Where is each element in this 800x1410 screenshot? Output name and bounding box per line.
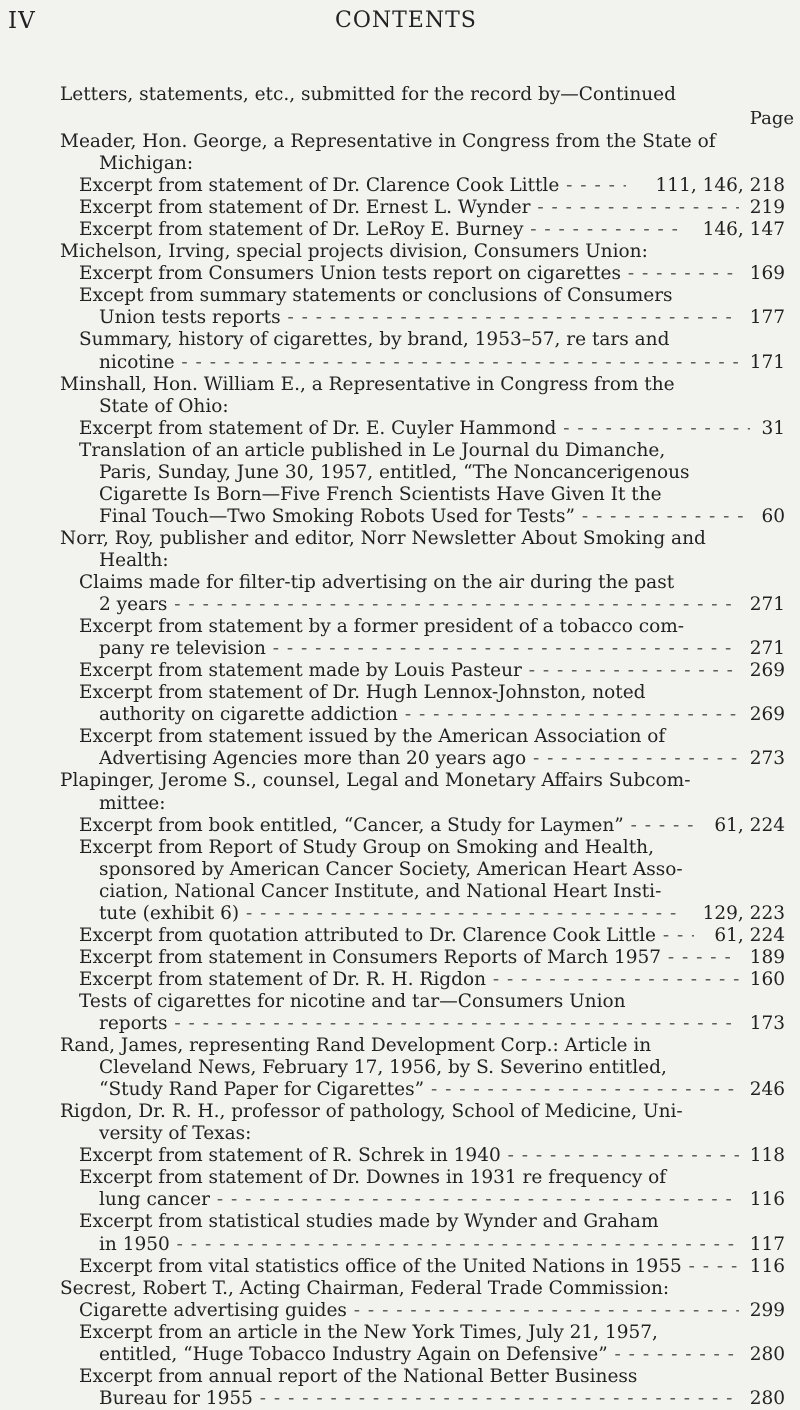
contents-entry: [0, 815, 800, 837]
entry-text: Bureau for 1955 - - -: [99, 1388, 739, 1410]
contents-entry: [0, 1057, 800, 1079]
entry-page-number: 299: [749, 1299, 785, 1321]
entry-page-number: 271: [749, 638, 785, 660]
entry-text: Minshall, Hon. William E., a Representative in Congress from the: [60, 373, 675, 395]
entry-text: Excerpt from statement of Dr. R. H. Rigdon - - -: [79, 969, 739, 991]
entry-page-number: 273: [749, 748, 785, 770]
contents-entry: [0, 903, 800, 925]
entry-text: Cigarette Is Born—Five French Scientists Have Given It the: [99, 483, 662, 505]
entry-text: mittee:: [99, 792, 166, 814]
entry-text: Paris, Sunday, June 30, 1957, entitled, “The Noncancerigenous: [99, 461, 690, 483]
contents-entry: [0, 947, 800, 969]
contents-entry: [0, 241, 800, 263]
contents-entry: [0, 1366, 800, 1388]
entry-page-number: 31: [761, 417, 785, 439]
entry-text: Claims made for filter-tip advertising on the air during the past: [79, 572, 675, 593]
contents-entry: [0, 616, 800, 638]
entry-text: “Study Rand Paper for Cigarettes” - - -: [99, 1079, 739, 1101]
entry-text: State of Ohio:: [99, 395, 229, 417]
entry-text: Except from summary statements or conclusions of Consumers: [79, 285, 673, 307]
entry-text: Excerpt from statement of Dr. Downes in 1931 re frequency of: [79, 1167, 667, 1189]
entry-page-number: 171: [749, 351, 785, 373]
entry-text: Michigan:: [99, 153, 194, 175]
entry-text: ciation, National Cancer Institute, and National Heart Insti-: [99, 880, 662, 902]
entry-text: Excerpt from statement of Dr. Clarence Cook Little - - -: [79, 175, 626, 197]
entry-page-number: 116: [749, 1255, 785, 1277]
entry-page-number: 177: [749, 307, 785, 329]
contents-entry: [0, 1344, 800, 1366]
entry-page-number: 189: [749, 946, 785, 968]
entry-page-number: 117: [749, 1233, 785, 1255]
contents-entry: [0, 1256, 800, 1278]
contents-entry: [0, 506, 800, 528]
entry-text: in 1950 - - -: [99, 1234, 739, 1256]
entry-text: Excerpt from book entitled, “Cancer, a Study for Laymen” - - -: [79, 815, 694, 837]
contents-entry: [0, 660, 800, 682]
contents-entry: [0, 1300, 800, 1322]
page-column-label: Page: [749, 108, 794, 129]
contents-entry: [0, 1101, 800, 1123]
contents-entry: [0, 197, 800, 219]
entry-page-number: 146, 147: [702, 219, 785, 241]
entry-text: nicotine - - -: [99, 352, 739, 374]
entry-page-number: 169: [749, 263, 785, 285]
entry-text: Excerpt from quotation attributed to Dr. Clarence Cook Little - - -: [79, 925, 694, 947]
entry-text: lung cancer - - -: [99, 1189, 739, 1211]
entry-text: Excerpt from statement of R. Schrek in 1940 - - -: [79, 1145, 739, 1167]
entry-text: Secrest, Robert T., Acting Chairman, Federal Trade Commission:: [60, 1277, 670, 1299]
contents-entry: [0, 528, 800, 550]
entry-text: Advertising Agencies more than 20 years ago - - -: [99, 748, 739, 770]
entry-text: Union tests reports - - -: [99, 307, 739, 329]
contents-entry: [0, 1211, 800, 1233]
entry-text: Summary, history of cigarettes, by brand, 1953–57, re tars and: [79, 329, 670, 351]
contents-entry: [0, 285, 800, 307]
contents-entry: [0, 726, 800, 748]
entry-text: Cleveland News, February 17, 1956, by S. Severino entitled,: [99, 1057, 667, 1079]
contents-entry: [0, 440, 800, 462]
entry-text: Excerpt from statement made by Louis Pasteur - - -: [79, 660, 739, 682]
entry-text: Final Touch—Two Smoking Robots Used for Tests” - - -: [99, 506, 750, 528]
entry-page-number: 160: [749, 968, 785, 990]
contents-entry: [0, 682, 800, 704]
contents-entry: [0, 770, 800, 792]
contents-entry: [0, 837, 800, 859]
contents-entry: [0, 396, 800, 418]
entry-text: Excerpt from Consumers Union tests report on cigarettes - - -: [79, 263, 739, 285]
entry-text: tute (exhibit 6) - - -: [99, 903, 683, 925]
entry-page-number: 280: [749, 1343, 785, 1365]
entry-page-number: 271: [749, 594, 785, 616]
contents-entry: [0, 131, 800, 153]
entry-text: Rigdon, Dr. R. H., professor of pathology, School of Medicine, Uni-: [60, 1101, 683, 1123]
contents-entry: [0, 859, 800, 881]
entry-text: reports - - -: [99, 1013, 739, 1035]
contents-entry: [0, 572, 800, 594]
entry-text: Excerpt from statement by a former president of a tobacco com-: [79, 616, 685, 638]
contents-entry: [0, 1145, 800, 1167]
entry-page-number: 60: [761, 505, 785, 527]
entry-page-number: 129, 223: [702, 902, 785, 924]
contents-entry: [0, 638, 800, 660]
entry-page-number: 246: [749, 1079, 785, 1101]
contents-entry: [0, 1013, 800, 1035]
entry-text: Health:: [99, 549, 169, 571]
entry-text: Excerpt from statement of Dr. Ernest L. Wynder - - -: [79, 197, 739, 219]
contents-entry: [0, 925, 800, 947]
entry-text: Excerpt from annual report of the National Better Business: [79, 1365, 638, 1387]
entry-text: Excerpt from an article in the New York Times, July 21, 1957,: [79, 1321, 658, 1343]
contents-entry: [0, 793, 800, 815]
contents-entry: [0, 1388, 800, 1410]
entry-page-number: 118: [749, 1145, 785, 1167]
contents-entry: [0, 1079, 800, 1101]
contents-entry: [0, 1189, 800, 1211]
entry-page-number: 219: [749, 197, 785, 219]
entry-text: versity of Texas:: [99, 1123, 252, 1145]
contents-entry: [0, 175, 800, 197]
contents-entry: [0, 352, 800, 374]
entry-text: Excerpt from statistical studies made by Wynder and Graham: [79, 1211, 659, 1233]
contents-entry: [0, 1234, 800, 1256]
entry-text: 2 years - - -: [99, 594, 739, 616]
running-header: [0, 4, 800, 34]
entry-text: Rand, James, representing Rand Development Corp.: Article in: [60, 1035, 652, 1057]
entry-text: Excerpt from statement in Consumers Reports of March 1957 - - -: [79, 947, 739, 969]
contents-entry: [0, 748, 800, 770]
entry-text: Plapinger, Jerome S., counsel, Legal and Monetary Affairs Subcom-: [60, 770, 691, 792]
contents-entry: [0, 153, 800, 175]
section-heading: Letters, statements, etc., submitted for the record by—Continued: [60, 84, 676, 105]
contents-entry: [0, 1167, 800, 1189]
entry-text: Excerpt from statement of Dr. LeRoy E. Burney - - -: [79, 219, 683, 241]
entry-page-number: 116: [749, 1189, 785, 1211]
entry-text: authority on cigarette addiction - - -: [99, 704, 739, 726]
contents-entry: [0, 1278, 800, 1300]
contents-entry: [0, 307, 800, 329]
contents-entry: [0, 219, 800, 241]
entry-page-number: 280: [749, 1387, 785, 1409]
contents-entry: [0, 263, 800, 285]
contents-entry: [0, 550, 800, 572]
contents-entry: [0, 374, 800, 396]
entry-page-number: 111, 146, 218: [655, 175, 785, 197]
contents-entry: [0, 881, 800, 903]
entry-page-number: 269: [749, 704, 785, 726]
entry-page-number: 173: [749, 1013, 785, 1034]
entry-text: Cigarette advertising guides - - -: [79, 1300, 739, 1322]
contents-entry: [0, 462, 800, 484]
entry-page-number: 61, 224: [714, 924, 785, 946]
entry-text: pany re television - - -: [99, 638, 739, 660]
contents-entry: [0, 1123, 800, 1145]
entry-text: Norr, Roy, publisher and editor, Norr Newsletter About Smoking and: [60, 527, 706, 549]
running-title: CONTENTS: [335, 8, 477, 33]
contents-entry: [0, 484, 800, 506]
contents-entry: [0, 1322, 800, 1344]
entry-text: Excerpt from vital statistics office of the United Nations in 1955 - - -: [79, 1256, 739, 1278]
entry-text: Meader, Hon. George, a Representative in Congress from the State of: [60, 131, 716, 152]
page-folio: IV: [8, 8, 36, 34]
entry-text: Translation of an article published in Le Journal du Dimanche,: [79, 439, 666, 461]
contents-entry: [0, 1035, 800, 1057]
entry-text: Michelson, Irving, special projects division, Consumers Union:: [60, 241, 648, 263]
contents-entry: [0, 418, 800, 440]
entry-page-number: 269: [749, 660, 785, 682]
contents-entry: [0, 704, 800, 726]
entry-text: entitled, “Huge Tobacco Industry Again on Defensive” - - -: [99, 1344, 739, 1366]
entry-text: sponsored by American Cancer Society, American Heart Asso-: [99, 858, 683, 880]
contents-entry: [0, 594, 800, 616]
entry-text: Tests of cigarettes for nicotine and tar—Consumers Union: [79, 990, 626, 1012]
entry-text: Excerpt from statement of Dr. E. Cuyler Hammond - - -: [79, 418, 750, 440]
entry-page-number: 61, 224: [714, 814, 785, 836]
contents-entry: [0, 969, 800, 991]
contents-entry: [0, 329, 800, 351]
contents-entry: [0, 991, 800, 1013]
entry-text: Excerpt from statement issued by the American Association of: [79, 726, 666, 748]
entry-text: Excerpt from statement of Dr. Hugh Lennox-Johnston, noted: [79, 682, 646, 704]
entry-text: Excerpt from Report of Study Group on Smoking and Health,: [79, 836, 654, 858]
